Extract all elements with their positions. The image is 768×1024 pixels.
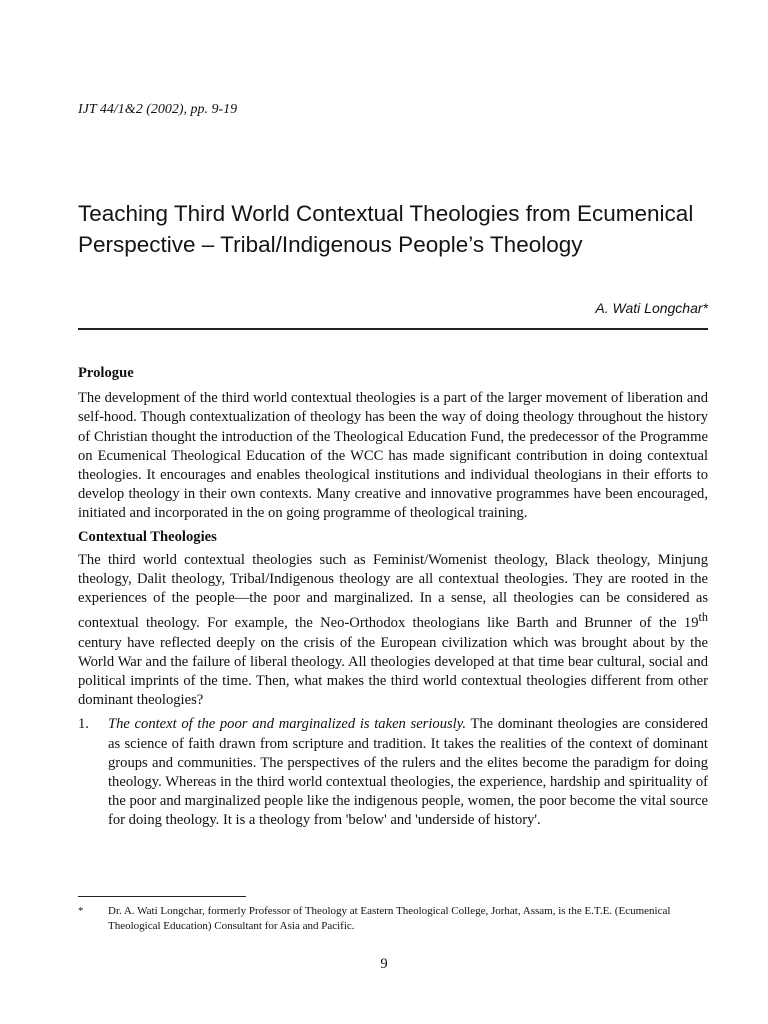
ordinal-superscript: th [698, 610, 708, 625]
title-divider [78, 328, 708, 330]
page-number: 9 [380, 956, 388, 972]
footnote-marker: * [78, 905, 84, 917]
footnote-divider [78, 896, 246, 897]
list-item-number: 1. [78, 716, 89, 733]
list-item-body [108, 715, 708, 830]
contextual-text-part1: The third world contextual theologies such as Feminist/Womenist theology, Black theology, Minjung theology, Dalit theology, Tribal/Indigenous theology are all contextual theologies. They are rooted in the experiences of the people—the poor and marginalized. In a sense, all theologies can be considered as contextual theology. For example, the Neo-Orthodox theologians like Barth and Brunner of the 19 [78, 551, 708, 632]
contextual-theologies-paragraph [78, 551, 708, 710]
footnote-text: Dr. A. Wati Longchar, formerly Professor of Theology at Eastern Theological College, Jorhat, Assam, is the E.T.E. (Ecumenical Theological Education) Consultant for Asia and Pacific. [108, 905, 671, 932]
prologue-paragraph: The development of the third world contextual theologies is a part of the larger movement of liberation and self-hood. Though contextualization of theology has been the way of doing theology throughout the history of Christian thought the introduction of the Theological Education Fund, the predecessor of the Programme on Ecumenical Theological Education of the WCC has made significant contribution in doing contextual theologies. It encourages and enables theological institutions and individual theologians in their efforts to develop theology in their own contexts. Many creative and innovative programmes have been encouraged, initiated and incorporated in the on going programme of theological training. [78, 390, 708, 522]
list-item-text: The dominant theologies are considered as science of faith drawn from scripture and tradition. It takes the realities of the context of dominant groups and communities. The perspectives of the rulers and the elites become the paradigm for doing theology. Whereas in the third world contextual theologies, the experience, hardship and spirituality of the poor and marginalized people like the indigenous people, women, the poor become the vital source for doing theology. It is a theology from 'below' and 'underside of history'. [108, 716, 708, 829]
section-heading-prologue: Prologue [78, 365, 134, 381]
journal-citation: IJT 44/1&2 (2002), pp. 9-19 [78, 102, 238, 117]
footnote [78, 904, 708, 933]
section-heading-contextual-theologies: Contextual Theologies [78, 528, 217, 545]
article-title: Teaching Third World Contextual Theologies from Ecumenical Perspective – Tribal/Indigenous People’s Theology [78, 201, 694, 257]
list-item-emphasis: The context of the poor and marginalized is taken seriously. [108, 716, 467, 733]
list-item [78, 715, 708, 830]
contextual-text-part2: century have reflected deeply on the crisis of the European civilization which was brought about by the World War and the failure of liberal theology. All theologies developed at that time bear cultural, social and political imprints of the time. Then, what makes the third world contextual theologies different from other dominant theologies? [78, 634, 708, 709]
article-body [78, 364, 708, 831]
author-name: A. Wati Longchar* [595, 300, 708, 316]
